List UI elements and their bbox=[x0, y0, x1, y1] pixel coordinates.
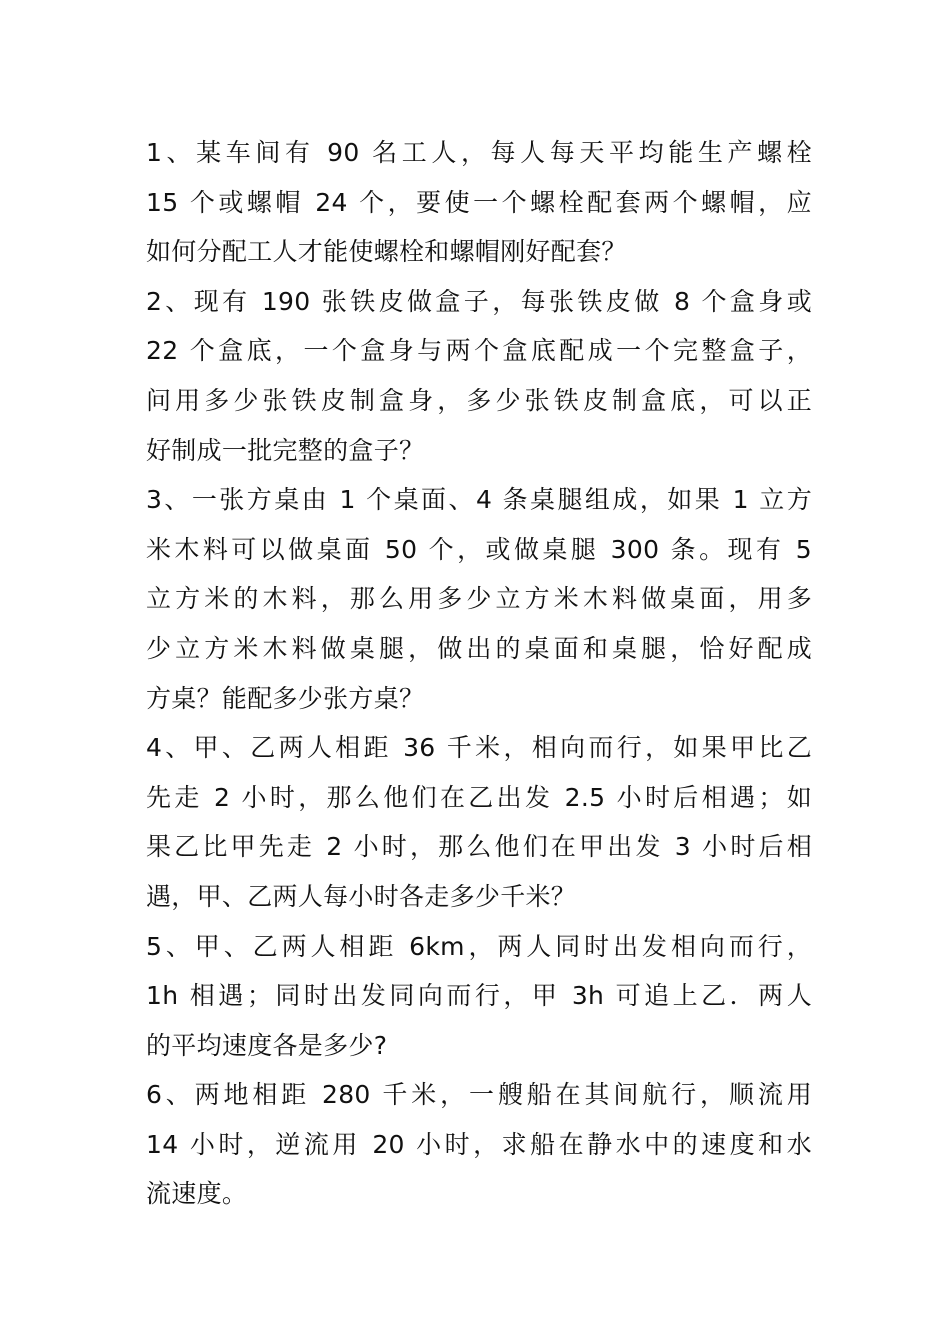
problem-1-line-3: 如何分配工人才能使螺栓和螺帽刚好配套？ bbox=[146, 237, 627, 267]
problem-3-line-2: 米木料可以做桌面 50 个，或做桌腿 300 条。现有 5 bbox=[146, 534, 812, 564]
problem-2 bbox=[146, 277, 812, 475]
problem-4-line-3: 果乙比甲先走 2 小时，那么他们在甲出发 3 小时后相 bbox=[146, 832, 812, 862]
problem-list bbox=[146, 128, 812, 1219]
problem-1-line-1: 1、某车间有 90 名工人，每人每天平均能生产螺栓 bbox=[146, 138, 812, 167]
problem-2-line-2: 22 个盒底，一个盒身与两个盒底配成一个完整盒子， bbox=[146, 336, 812, 366]
problem-4 bbox=[146, 723, 812, 921]
problem-3-line-3: 立方米的木料，那么用多少立方米木料做桌面，用多 bbox=[146, 584, 812, 614]
problem-6-line-3: 流速度。 bbox=[146, 1179, 248, 1209]
problem-1-line-2: 15 个或螺帽 24 个，要使一个螺栓配套两个螺帽，应 bbox=[146, 187, 812, 217]
problem-3-line-1: 3、一张方桌由 1 个桌面、4 条桌腿组成，如果 1 立方 bbox=[146, 485, 812, 515]
problem-5-line-3: 的平均速度各是多少? bbox=[146, 1030, 388, 1060]
problem-3-line-5: 方桌？能配多少张方桌？ bbox=[146, 683, 425, 713]
problem-6 bbox=[146, 1070, 812, 1219]
problem-4-line-1: 4、甲、乙两人相距 36 千米，相向而行，如果甲比乙 bbox=[146, 733, 812, 763]
problem-4-line-2: 先走 2 小时，那么他们在乙出发 2.5 小时后相遇；如 bbox=[146, 782, 812, 812]
problem-1 bbox=[146, 128, 812, 277]
problem-5-line-2: 1h 相遇；同时出发同向而行，甲 3h 可追上乙．两人 bbox=[146, 981, 812, 1011]
problem-2-line-4: 好制成一批完整的盒子？ bbox=[146, 435, 425, 465]
problem-6-line-1: 6、两地相距 280 千米，一艘船在其间航行，顺流用 bbox=[146, 1080, 812, 1110]
problem-2-line-1: 2、现有 190 张铁皮做盒子，每张铁皮做 8 个盒身或 bbox=[146, 286, 812, 316]
problem-2-line-3: 问用多少张铁皮制盒身，多少张铁皮制盒底，可以正 bbox=[146, 385, 812, 415]
problem-5 bbox=[146, 922, 812, 1071]
problem-3-line-4: 少立方米木料做桌腿，做出的桌面和桌腿，恰好配成 bbox=[146, 633, 812, 663]
problem-4-line-4: 遇，甲、乙两人每小时各走多少千米？ bbox=[146, 881, 577, 911]
problem-3 bbox=[146, 475, 812, 723]
problem-6-line-2: 14 小时，逆流用 20 小时，求船在静水中的速度和水 bbox=[146, 1129, 812, 1159]
problem-5-line-1: 5、甲、乙两人相距 6km，两人同时出发相向而行， bbox=[146, 931, 812, 961]
